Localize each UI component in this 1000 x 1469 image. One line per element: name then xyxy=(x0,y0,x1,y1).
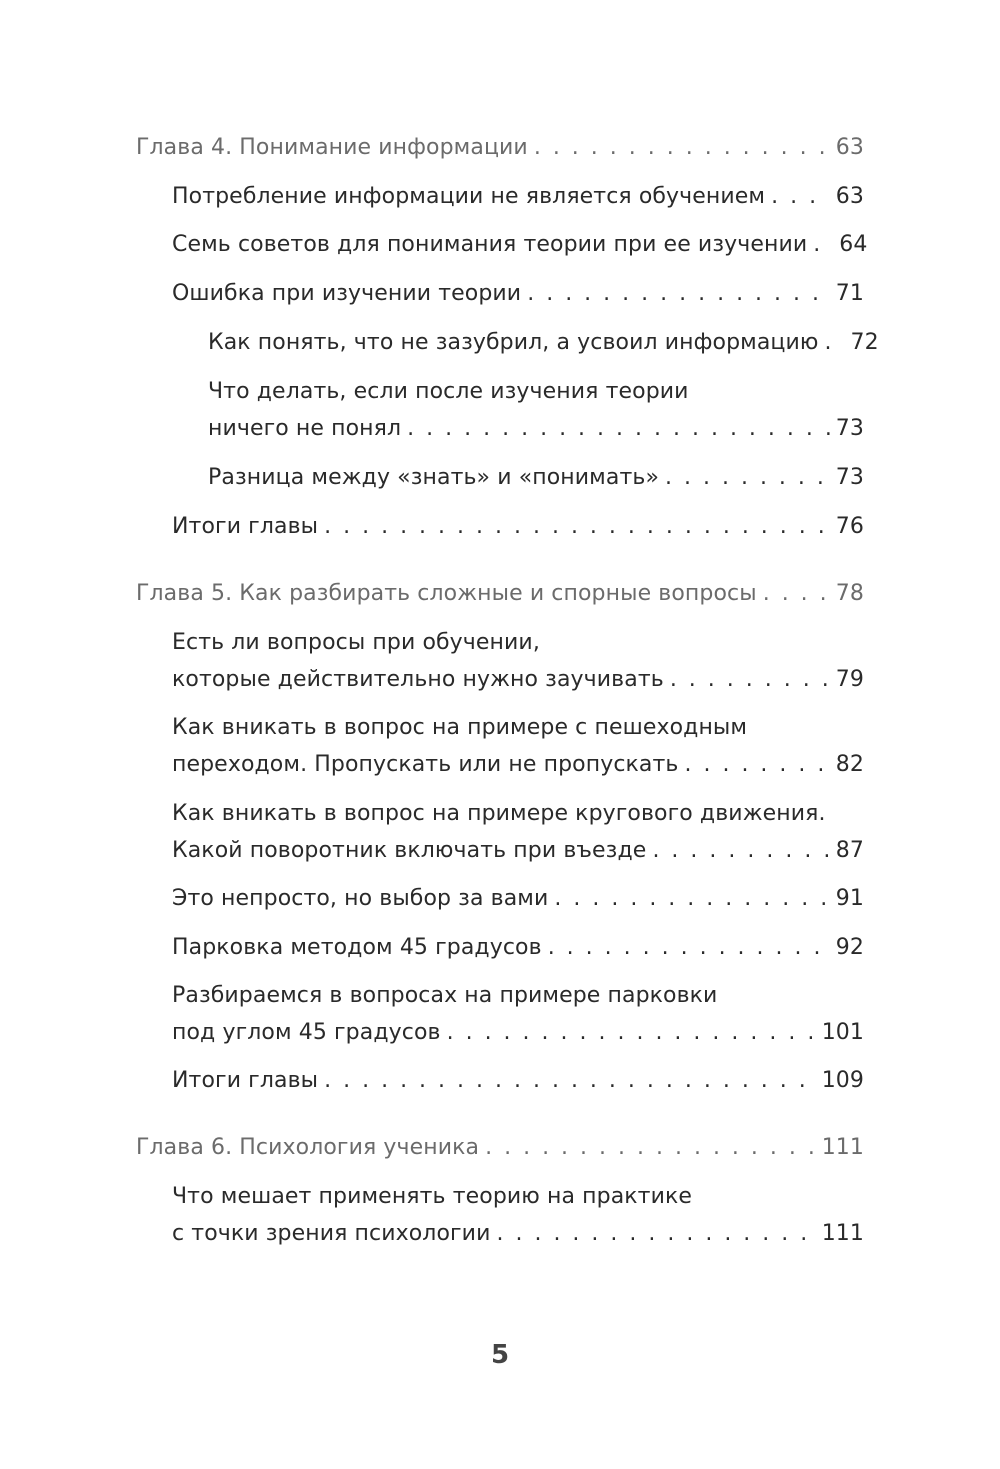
toc-row xyxy=(172,746,864,783)
toc-entry[interactable] xyxy=(172,880,864,917)
toc-page-number: 79 xyxy=(835,667,864,692)
toc-page-number: 72 xyxy=(850,330,879,355)
leader-dots xyxy=(652,832,829,869)
toc-entry-title: под углом 45 градусов xyxy=(172,1020,441,1045)
toc-subentry[interactable] xyxy=(208,324,879,361)
leader-dots xyxy=(763,575,830,612)
toc-entry[interactable] xyxy=(172,977,864,1051)
toc-subentry[interactable] xyxy=(208,459,864,496)
toc-row xyxy=(172,1014,864,1051)
toc-row xyxy=(208,410,864,447)
toc-row xyxy=(172,226,868,263)
toc-entry[interactable] xyxy=(172,508,864,545)
toc-entry-title: Какой поворотник включать при въезде xyxy=(172,838,647,863)
toc-page-number: 64 xyxy=(839,232,868,257)
leader-dots xyxy=(527,275,830,312)
page-number: 5 xyxy=(490,1340,510,1370)
toc-entry[interactable] xyxy=(172,624,864,698)
toc-row xyxy=(172,880,864,917)
toc-page-number: 63 xyxy=(835,184,864,209)
toc-page-number: 73 xyxy=(835,416,864,441)
toc-entry-title-line1: Как вникать в вопрос на примере с пешеходным xyxy=(172,715,748,740)
toc-page-number: 91 xyxy=(835,886,864,911)
toc-entry-title: Разница между «знать» и «понимать» xyxy=(208,465,660,490)
toc-entry[interactable] xyxy=(172,929,864,966)
toc-row xyxy=(172,1062,864,1099)
toc-entry[interactable] xyxy=(172,275,864,312)
toc-entry-title-line1: Есть ли вопросы при обучении, xyxy=(172,630,540,655)
toc-page-number: 92 xyxy=(835,935,864,960)
toc-row xyxy=(136,129,864,166)
toc-chapter-4[interactable] xyxy=(136,129,864,166)
toc-entry-title: Это непросто, но выбор за вами xyxy=(172,886,549,911)
toc-row xyxy=(172,508,864,545)
toc-entry-title: Итоги главы xyxy=(172,514,319,539)
toc-page-number: 78 xyxy=(835,581,864,606)
leader-dots xyxy=(534,129,830,166)
toc-page-number: 111 xyxy=(821,1135,864,1160)
leader-dots xyxy=(554,880,829,917)
leader-dots xyxy=(548,929,830,966)
leader-dots xyxy=(324,1062,816,1099)
toc-row xyxy=(172,832,864,869)
leader-dots xyxy=(407,410,830,447)
toc-entry[interactable] xyxy=(172,1062,864,1099)
toc-row xyxy=(208,324,879,361)
leader-dots xyxy=(825,324,845,361)
toc-row xyxy=(208,459,864,496)
toc-entry-title: Потребление информации не является обучением xyxy=(172,184,766,209)
leader-dots xyxy=(485,1129,816,1166)
toc-page-number: 87 xyxy=(835,838,864,863)
toc-page-number: 101 xyxy=(821,1020,864,1045)
leader-dots xyxy=(670,661,830,698)
toc-entry-title: Глава 6. Психология ученика xyxy=(136,1135,480,1160)
leader-dots xyxy=(496,1215,815,1252)
leader-dots xyxy=(324,508,830,545)
toc-entry-title-line1: Что мешает применять теорию на практике xyxy=(172,1184,693,1209)
toc-subentry[interactable] xyxy=(208,373,864,447)
toc-entry[interactable] xyxy=(172,1178,864,1252)
toc-page-number: 109 xyxy=(821,1068,864,1093)
toc-entry-title: Глава 4. Понимание информации xyxy=(136,135,528,160)
leader-dots xyxy=(684,746,829,783)
toc-page-number: 71 xyxy=(835,281,864,306)
toc-row xyxy=(172,275,864,312)
toc-entry[interactable] xyxy=(172,226,868,263)
toc-entry-title: Ошибка при изучении теории xyxy=(172,281,522,306)
toc-entry[interactable] xyxy=(172,178,864,215)
toc-page-number: 63 xyxy=(835,135,864,160)
toc-entry-title: Глава 5. Как разбирать сложные и спорные вопросы xyxy=(136,581,757,606)
toc-entry-title: Семь советов для понимания теории при ее изучении xyxy=(172,232,808,257)
leader-dots xyxy=(771,178,830,215)
toc-row xyxy=(172,178,864,215)
toc-entry-title-line1: Разбираемся в вопросах на примере парковки xyxy=(172,983,718,1008)
toc-page-number: 76 xyxy=(835,514,864,539)
toc-entry-title: Парковка методом 45 градусов xyxy=(172,935,542,960)
toc-entry[interactable] xyxy=(172,709,864,783)
toc-page-number: 82 xyxy=(835,752,864,777)
toc-entry-title: Итоги главы xyxy=(172,1068,319,1093)
toc-row xyxy=(172,929,864,966)
toc-row xyxy=(172,1215,864,1252)
toc-chapter-5[interactable] xyxy=(136,575,864,612)
toc-page-number: 73 xyxy=(835,465,864,490)
toc-entry-title-line1: Что делать, если после изучения теории xyxy=(208,379,689,404)
toc-entry-title: переходом. Пропускать или не пропускать xyxy=(172,752,679,777)
toc-row xyxy=(136,575,864,612)
toc-chapter-6[interactable] xyxy=(136,1129,864,1166)
leader-dots xyxy=(813,226,833,263)
toc-row xyxy=(136,1129,864,1166)
leader-dots xyxy=(447,1014,816,1051)
toc-entry-title: с точки зрения психологии xyxy=(172,1221,491,1246)
toc-page-number: 111 xyxy=(821,1221,864,1246)
toc-entry-title: ничего не понял xyxy=(208,416,402,441)
leader-dots xyxy=(665,459,830,496)
toc-entry-title: Как понять, что не зазубрил, а усвоил информацию xyxy=(208,330,819,355)
toc-entry-title-line1: Как вникать в вопрос на примере кругового движения. xyxy=(172,801,826,826)
toc-row xyxy=(172,661,864,698)
toc-entry[interactable] xyxy=(172,795,864,869)
toc-entry-title: которые действительно нужно заучивать xyxy=(172,667,664,692)
